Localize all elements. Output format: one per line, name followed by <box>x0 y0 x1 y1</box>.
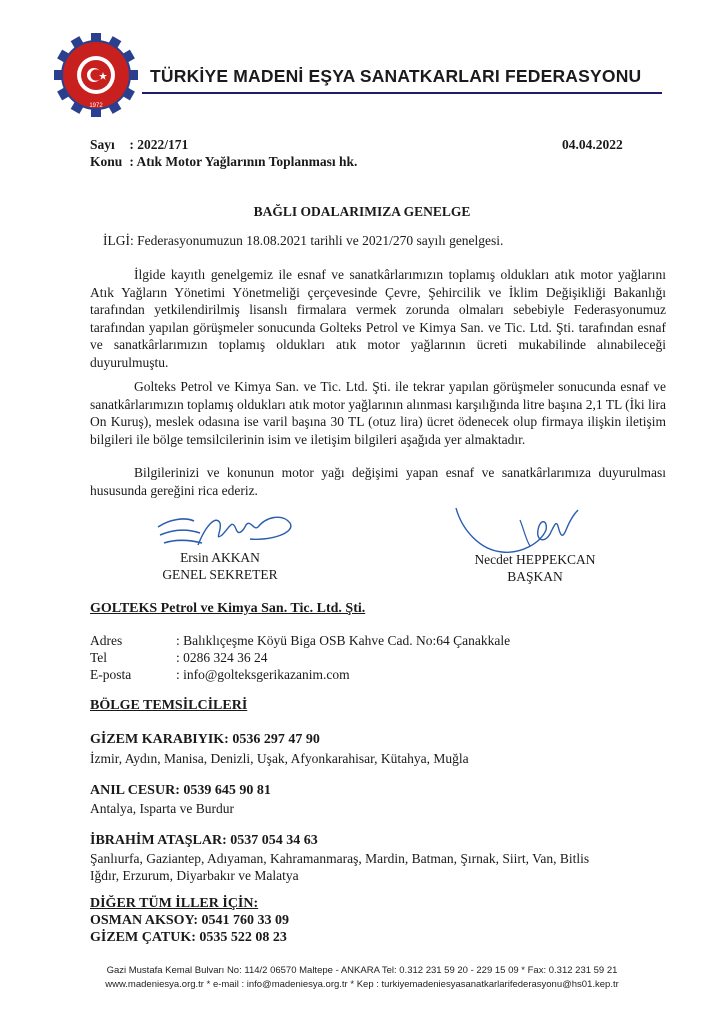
right-signer-name: Necdet HEPPEKCAN <box>474 552 596 567</box>
footer-address-line: Gazi Mustafa Kemal Bulvarı No: 114/2 06570 Maltepe - ANKARA Tel: 0.312 231 59 20 - 229 15 09 * Fax: 0.312 231 59 21 <box>106 965 618 976</box>
paragraph-2: Golteks Petrol ve Kimya San. ve Tic. Ltd. Şti. ile tekrar yapılan görüşmeler sonucunda esnaf ve sanatkârlarımızın toplamış oldukları atık motor yağlarının alınması karşılığında litre başına 2,1 TL (İki lira On Kuruş), meslek odasına ise varil başına 30 TL (otuz lira) ücret ödenecek olup firmaya ilişkin iletişim bilgileri ile bölge temsilcilerinin isim ve iletişim bilgileri aşağıda yer almaktadır. <box>90 379 666 447</box>
rep-3-name: İBRAHİM ATAŞLAR: 0537 054 34 63 <box>90 833 318 848</box>
rep-1-area: İzmir, Aydın, Manisa, Denizli, Uşak, Afyonkarahisar, Kütahya, Muğla <box>90 751 469 766</box>
address-value: : Balıklıçeşme Köyü Biga OSB Kahve Cad. No:64 Çanakkale <box>176 633 511 648</box>
federation-logo <box>54 33 138 117</box>
header-divider <box>142 92 662 94</box>
other-provinces-title: DİĞER TÜM İLLER İÇİN: <box>90 896 259 911</box>
left-signer-title: GENEL SEKRETER <box>162 567 278 582</box>
paragraph-3: Bilgilerinizi ve konunun motor yağı değişimi yapan esnaf ve sanatkârlarımıza duyurulması hususunda gereğini rica ederiz. <box>90 465 666 498</box>
document-date: 04.04.2022 <box>562 137 623 152</box>
other-rep-2: GİZEM ÇATUK: 0535 522 08 23 <box>90 930 287 945</box>
email-value: : info@golteksgerikazanim.com <box>176 667 350 682</box>
reference-line: İLGİ: Federasyonumuzun 18.08.2021 tarihli ve 2021/270 sayılı genelgesi. <box>103 233 504 248</box>
company-name: GOLTEKS Petrol ve Kimya San. Tic. Ltd. Şti. <box>90 601 366 616</box>
other-rep-1: OSMAN AKSOY: 0541 760 33 09 <box>90 913 290 928</box>
konu-line <box>90 154 357 170</box>
rep-2-name: ANIL CESUR: 0539 645 90 81 <box>90 783 271 798</box>
representatives-title: BÖLGE TEMSİLCİLERİ <box>90 698 248 713</box>
tel-value: : 0286 324 36 24 <box>176 650 268 665</box>
right-signature <box>450 490 590 560</box>
email-label: E-posta <box>90 667 132 682</box>
rep-2-area: Antalya, Isparta ve Burdur <box>90 801 234 816</box>
right-signer-title: BAŞKAN <box>507 569 563 584</box>
left-signer-name: Ersin AKKAN <box>180 550 260 565</box>
sayi-line <box>90 137 188 153</box>
logo-year: 1972 <box>89 103 103 109</box>
company-tel <box>90 650 268 666</box>
konu-value: : Atık Motor Yağlarının Toplanması hk. <box>129 154 358 169</box>
tel-label: Tel <box>90 650 108 665</box>
address-label: Adres <box>90 633 123 648</box>
rep-3-area-line-2: Iğdır, Erzurum, Diyarbakır ve Malatya <box>90 868 299 883</box>
left-signature <box>150 505 300 555</box>
rep-3-area-line-1: Şanlıurfa, Gaziantep, Adıyaman, Kahramanmaraş, Mardin, Batman, Şırnak, Siirt, Van, Bitlis <box>90 851 590 866</box>
rep-1-name: GİZEM KARABIYIK: 0536 297 47 90 <box>90 732 320 747</box>
sayi-value: : 2022/171 <box>129 137 189 152</box>
company-address <box>90 633 510 649</box>
paragraph-1: İlgide kayıtlı genelgemiz ile esnaf ve sanatkârlarımızın toplamış oldukları atık motor yağlarını Atık Yağların Yönetimi Yönetmeliği çerçevesinde Çevre, Şehircilik ve İklim Değişikliği Bakanlığı tarafından yetkilendirilmiş lisanslı firmalara vermek zorunda olmaları sebebiyle Federasyonumuz tarafından yapılan görüşmeler sonucunda Golteks Petrol ve Kimya San. ve Tic. Ltd. Şti. tarafından esnaf ve sanatkârlarımızın toplamış oldukları atık motor yağlarının ücreti mukabilinde alınabileceği duyurulmuştu. <box>90 267 666 370</box>
sayi-label: Sayı <box>90 137 115 152</box>
company-email <box>90 667 350 683</box>
organization-title: TÜRKİYE MADENİ EŞYA SANATKARLARI FEDERASYONU <box>150 66 642 86</box>
footer-web-line: www.madeniesya.org.tr * e-mail : info@madeniesya.org.tr * Kep : turkiyemadeniesyasanatkarlarifederasyonu@hs01.kep.tr <box>105 979 619 990</box>
konu-label: Konu <box>90 154 123 169</box>
circular-heading: BAĞLI ODALARIMIZA GENELGE <box>253 204 471 219</box>
